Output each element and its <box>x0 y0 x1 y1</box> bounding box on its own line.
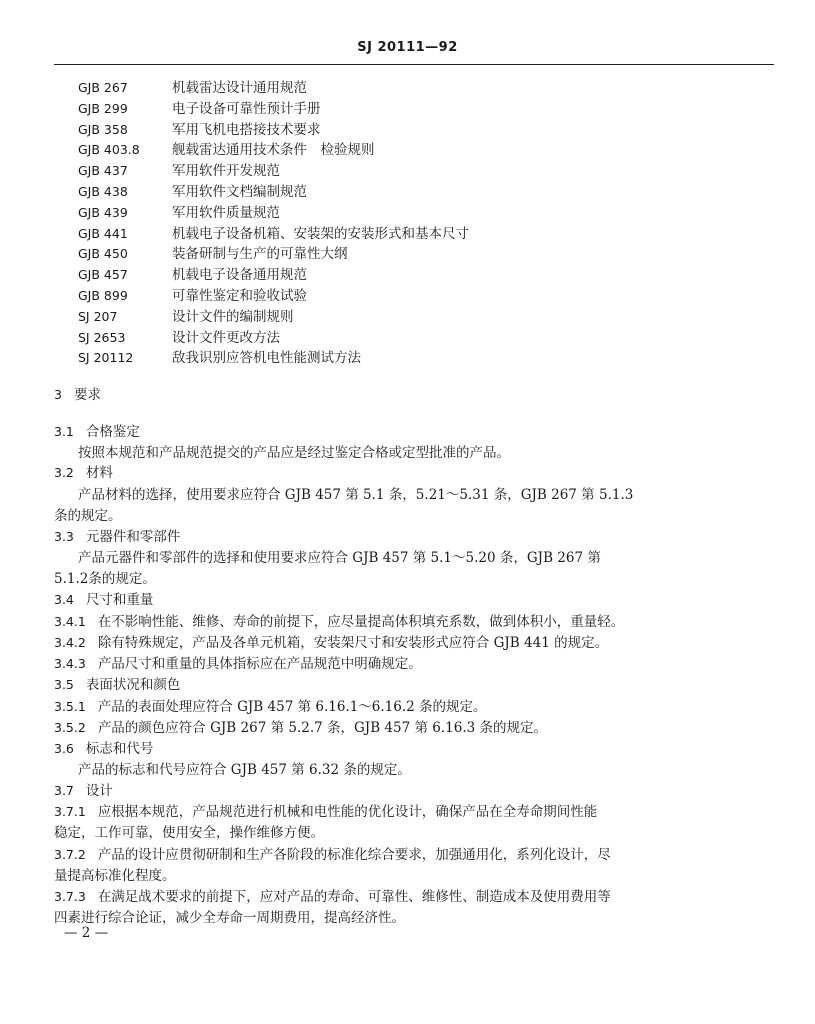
clause-number: 3.4.2 <box>54 635 86 650</box>
clause-number: 3.5.1 <box>54 699 86 714</box>
reference-title: 舰载雷达通用技术条件 检验规则 <box>172 142 375 159</box>
clause-line <box>54 633 608 653</box>
clause-number: 3.2 <box>54 465 74 480</box>
reference-title: 军用软件质量规范 <box>172 204 280 221</box>
paragraph-line <box>78 443 510 463</box>
clause-number: 3.4.1 <box>54 614 86 629</box>
clause-text: 材料 <box>85 465 113 481</box>
clause-text: 除有特殊规定，产品及各单元机箱，安装架尺寸和安装形式应符合 GJB 441 的规定。 <box>97 635 609 651</box>
reference-row <box>78 266 307 284</box>
reference-code: GJB 358 <box>78 121 128 137</box>
clause-line <box>54 802 597 822</box>
reference-title: 军用软件文档编制规范 <box>172 184 307 200</box>
reference-title: 敌我识别应答机电性能测试方法 <box>172 350 361 367</box>
reference-code: GJB 450 <box>78 246 128 262</box>
clause-text: 产品的颜色应符合 GJB 267 第 5.2.7 条，GJB 457 第 6.16.3 条的规定。 <box>97 720 547 736</box>
clause-text: 产品材料的选择，使用要求应符合 GJB 457 第 5.1 条，5.21～5.31 条，GJB 267 第 5.1.3 <box>78 487 634 503</box>
clause-number: 3.7.1 <box>54 804 86 819</box>
clause-text: 产品尺寸和重量的具体指标应在产品规范中明确规定。 <box>97 656 422 672</box>
reference-code: GJB 441 <box>78 225 128 241</box>
paragraph-line <box>78 485 633 505</box>
clause-number: 3.4.3 <box>54 656 86 671</box>
reference-row <box>78 287 307 305</box>
reference-row <box>78 329 280 347</box>
clause-number: 3.1 <box>54 424 74 439</box>
header-rule <box>54 64 774 65</box>
clause-line <box>54 781 113 801</box>
reference-row <box>78 141 375 159</box>
clause-line <box>54 527 180 547</box>
reference-row <box>78 100 321 118</box>
paragraph-line <box>54 569 156 589</box>
clause-number: 3.5 <box>54 677 74 692</box>
clause-line <box>54 422 140 442</box>
reference-title: 机载雷达设计通用规范 <box>172 80 307 96</box>
clause-number: 3.4 <box>54 592 74 607</box>
reference-code: GJB 267 <box>78 80 128 95</box>
clause-text: 四素进行综合论证，减少全寿命一周期费用，提高经济性。 <box>54 910 405 926</box>
clause-line <box>54 675 180 695</box>
reference-code: GJB 439 <box>78 204 128 220</box>
clause-text: 产品的表面处理应符合 GJB 457 第 6.16.1～6.16.2 条的规定。 <box>97 699 487 715</box>
reference-code: GJB 299 <box>78 100 128 116</box>
clause-line <box>54 887 611 907</box>
clause-text: 产品的设计应贯彻研制和生产各阶段的标准化综合要求，加强通用化，系列化设计，尽 <box>97 847 611 863</box>
reference-code: GJB 403.8 <box>78 142 140 158</box>
clause-text: 产品元器件和零部件的选择和使用要求应符合 GJB 457 第 5.1～5.20 条，GJB 267 第 <box>78 550 601 566</box>
reference-title: 装备研制与生产的可靠性大纲 <box>172 246 348 263</box>
reference-code: SJ 20112 <box>78 350 134 366</box>
reference-code: SJ 207 <box>78 308 118 324</box>
clause-line <box>54 697 487 717</box>
page-number: — 2 — <box>64 925 109 941</box>
paragraph-line <box>54 866 176 886</box>
clause-text: 表面状况和颜色 <box>85 677 181 693</box>
clause-line <box>54 845 611 865</box>
paragraph-line <box>54 506 122 526</box>
clause-line <box>54 590 153 610</box>
reference-code: GJB 437 <box>78 163 128 179</box>
clause-number: 3.6 <box>54 741 74 756</box>
clause-text: 在满足战术要求的前提下，应对产品的寿命、可靠性、维修性、制造成本及使用费用等 <box>97 889 611 905</box>
reference-title: 设计文件的编制规则 <box>172 308 294 325</box>
reference-title: 电子设备可靠性预计手册 <box>172 100 321 117</box>
reference-row <box>78 308 294 326</box>
clause-text: 元器件和零部件 <box>85 529 181 545</box>
reference-title: 机载电子设备机箱、安装架的安装形式和基本尺寸 <box>172 225 469 242</box>
clause-number: 3.5.2 <box>54 720 86 735</box>
clause-text: 应根据本规范，产品规范进行机械和电性能的优化设计，确保产品在全寿命期间性能 <box>97 804 598 820</box>
clause-text: 产品的标志和代号应符合 GJB 457 第 6.32 条的规定。 <box>78 762 411 778</box>
section-heading <box>54 385 101 405</box>
reference-row <box>78 245 348 263</box>
paragraph-line <box>78 760 411 780</box>
reference-code: GJB 899 <box>78 288 128 303</box>
reference-row <box>78 183 307 201</box>
reference-title: 军用软件开发规范 <box>172 163 280 180</box>
reference-code: SJ 2653 <box>78 329 126 345</box>
clause-text: 标志和代号 <box>85 741 154 757</box>
clause-line <box>54 739 153 759</box>
reference-title: 设计文件更改方法 <box>172 329 280 346</box>
clause-text: 在不影响性能、维修、寿命的前提下，应尽量提高体积填充系数，做到体积小，重量轻。 <box>97 614 625 630</box>
clause-number: 3.3 <box>54 529 74 544</box>
reference-row <box>78 204 280 222</box>
reference-row <box>78 79 307 97</box>
clause-text: 合格鉴定 <box>85 424 140 440</box>
clause-number: 3.7.3 <box>54 889 86 904</box>
clause-text: 5.1.2条的规定。 <box>54 571 156 587</box>
clause-number: 3.7 <box>54 783 74 798</box>
clause-line <box>54 612 624 632</box>
clause-line <box>54 654 422 674</box>
document-number: SJ 20111—92 <box>357 40 458 55</box>
clause-text: 设计 <box>85 783 113 799</box>
clause-number: 3.7.2 <box>54 847 86 862</box>
clause-text: 条的规定。 <box>54 508 122 524</box>
clause-text: 按照本规范和产品规范提交的产品应是经过鉴定合格或定型批准的产品。 <box>78 445 510 461</box>
reference-row <box>78 121 321 139</box>
reference-row <box>78 225 469 243</box>
clause-text: 稳定，工作可靠，使用安全，操作维修方便。 <box>54 825 324 841</box>
reference-code: GJB 438 <box>78 184 128 199</box>
reference-code: GJB 457 <box>78 267 128 283</box>
reference-title: 军用飞机电搭接技术要求 <box>172 121 321 138</box>
reference-title: 机载电子设备通用规范 <box>172 267 307 284</box>
paragraph-line <box>54 823 324 843</box>
clause-text: 要求 <box>73 387 101 403</box>
reference-row <box>78 349 361 367</box>
clause-line <box>54 463 113 483</box>
clause-line <box>54 718 547 738</box>
clause-text: 量提高标准化程度。 <box>54 868 176 884</box>
paragraph-line <box>78 548 601 568</box>
reference-row <box>78 162 280 180</box>
clause-number: 3 <box>54 387 62 402</box>
reference-title: 可靠性鉴定和验收试验 <box>172 288 307 304</box>
clause-text: 尺寸和重量 <box>85 592 154 608</box>
